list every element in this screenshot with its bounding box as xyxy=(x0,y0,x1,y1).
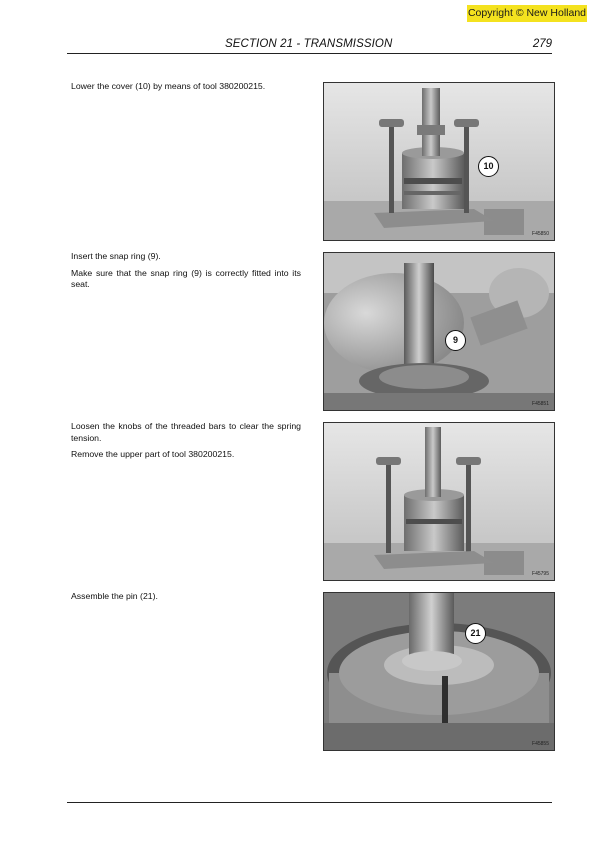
figure-2-code: F45851 xyxy=(532,401,549,407)
step-1-text xyxy=(71,81,301,98)
step-2-paragraph-2: Make sure that the snap ring (9) is correctly fitted into its seat. xyxy=(71,267,301,289)
step-1-paragraph-1: Lower the cover (10) by means of tool 380200215. xyxy=(71,81,266,91)
copyright-badge: Copyright © New Holland xyxy=(467,5,587,22)
figure-2-illustration xyxy=(324,253,554,410)
page-number: 279 xyxy=(532,38,552,50)
page-header xyxy=(67,37,552,54)
figure-1-photo xyxy=(323,82,555,241)
step-2-text xyxy=(71,251,301,296)
figure-4-illustration xyxy=(324,593,554,750)
figure-1-code: F45850 xyxy=(532,231,549,237)
step-4-text xyxy=(71,591,301,608)
figure-4-code: F45855 xyxy=(532,741,549,747)
figure-3-illustration xyxy=(324,423,554,580)
step-3-paragraph-2: Remove the upper part of tool 380200215. xyxy=(71,449,235,459)
step-4-paragraph-1: Assemble the pin (21). xyxy=(71,591,158,601)
footer-rule xyxy=(67,802,552,803)
step-3-text xyxy=(71,421,301,466)
figure-3-code: F45795 xyxy=(532,571,549,577)
section-title: SECTION 21 - TRANSMISSION xyxy=(225,38,393,50)
step-3-paragraph-1: Loosen the knobs of the threaded bars to clear the spring tension. xyxy=(71,421,301,443)
figure-4-callout: 21 xyxy=(465,623,486,644)
figure-1-callout: 10 xyxy=(478,156,499,177)
step-2-paragraph-1: Insert the snap ring (9). xyxy=(71,251,161,261)
figure-2-callout: 9 xyxy=(445,330,466,351)
figure-1-illustration xyxy=(324,83,554,240)
figure-2-photo xyxy=(323,252,555,411)
figure-4-photo xyxy=(323,592,555,751)
figure-3-photo xyxy=(323,422,555,581)
